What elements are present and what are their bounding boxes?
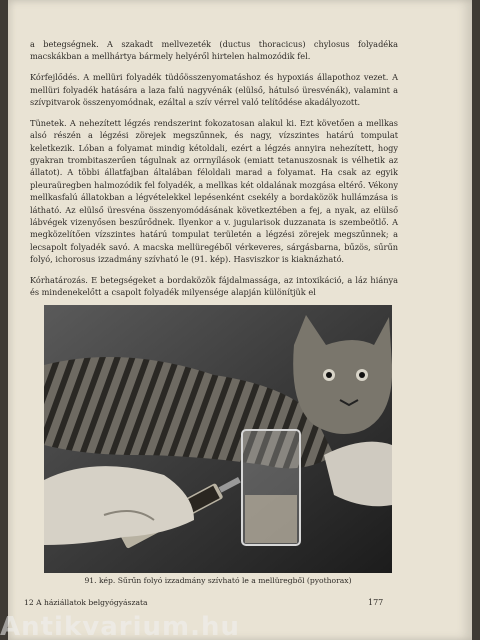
watermark-logo: Antikvarium.hu [0, 612, 240, 640]
paragraph-intro: a betegségnek. A szakadt mellvezeték (ductus thoracicus) chylosus folyadéka macskákban a mellhártya bármely helyéről hirtelen halmozódik fel. [30, 39, 398, 62]
book-page [8, 0, 472, 640]
figure-caption: 91. kép. Sűrűn folyó izzadmány szívható le a mellüregből (pyothorax) [84, 576, 352, 585]
page-number: 177 [368, 598, 384, 607]
paragraph-korfejlodes: Kórfejlődés. A mellüri folyadék tüdőösszenyomatáshoz és hypoxiás állapothoz vezet. A mellüri folyadék hatására a laza falú nagyvénák (elülső, hátulsó üresvénák), valamint a szívpitvarok összenyomódnak, ezáltal a szív vérrel való telítődése akadályozott. [30, 72, 398, 108]
paragraph-korhatarozas: Kórhatározás. E betegségeket a bordaközök fájdalmassága, az intoxikáció, a láz hiánya és mindenekelőtt a csapolt folyadék milyensége alapján különítjük el [30, 275, 398, 298]
footer-book-title: 12 A háziállatok belgyógyászata [24, 598, 148, 607]
figure-photo-cat [44, 305, 392, 573]
cat-photo-illustration [44, 305, 392, 573]
body-text [30, 38, 398, 307]
paragraph-tunetek: Tünetek. A nehezített légzés rendszerint fokozatosan alakul ki. Ezt követően a mellkas alsó részén a légzési zörejek megszűnnek, és nagy, vízszintes határú tompulat keletkezik. Lóban a folyamat mindig kétoldali, ezért a légzés annyira nehezített, hogy gyakran trombitaszerűen tágulnak az orrnyílások (emiatt tetanuszosnak is vélhetik az állatot). A többi állatfajban általában féloldali marad a folyamat. Ha csak az egyik pleuraüregben halmozódik fel folyadék, a mellkas két oldalának mozgása eltérő. Vékony mellkasfalú állatokban a légvételekkel lepésenként csekély a bordaközök hullámzása is látható. Az elülső üresvéna összenyomódásának következtében a fej, a nyak, az elülső lábvégek vizenyősen beszűrődnek. Ilyenkor a v. jugularisok duzzanata is szembeötlő. A megközelítően vízszintes határú tompulat területén a légzési zörejek megszűnnek; a lecsapolt folyadék savó. A macska mellüregéből vérkeveres, sárgásbarna, bűzös, sűrűn folyó, ichorosus izzadmány szívható le (91. kép). Hasviszkor is kiaknázható. [30, 117, 398, 265]
